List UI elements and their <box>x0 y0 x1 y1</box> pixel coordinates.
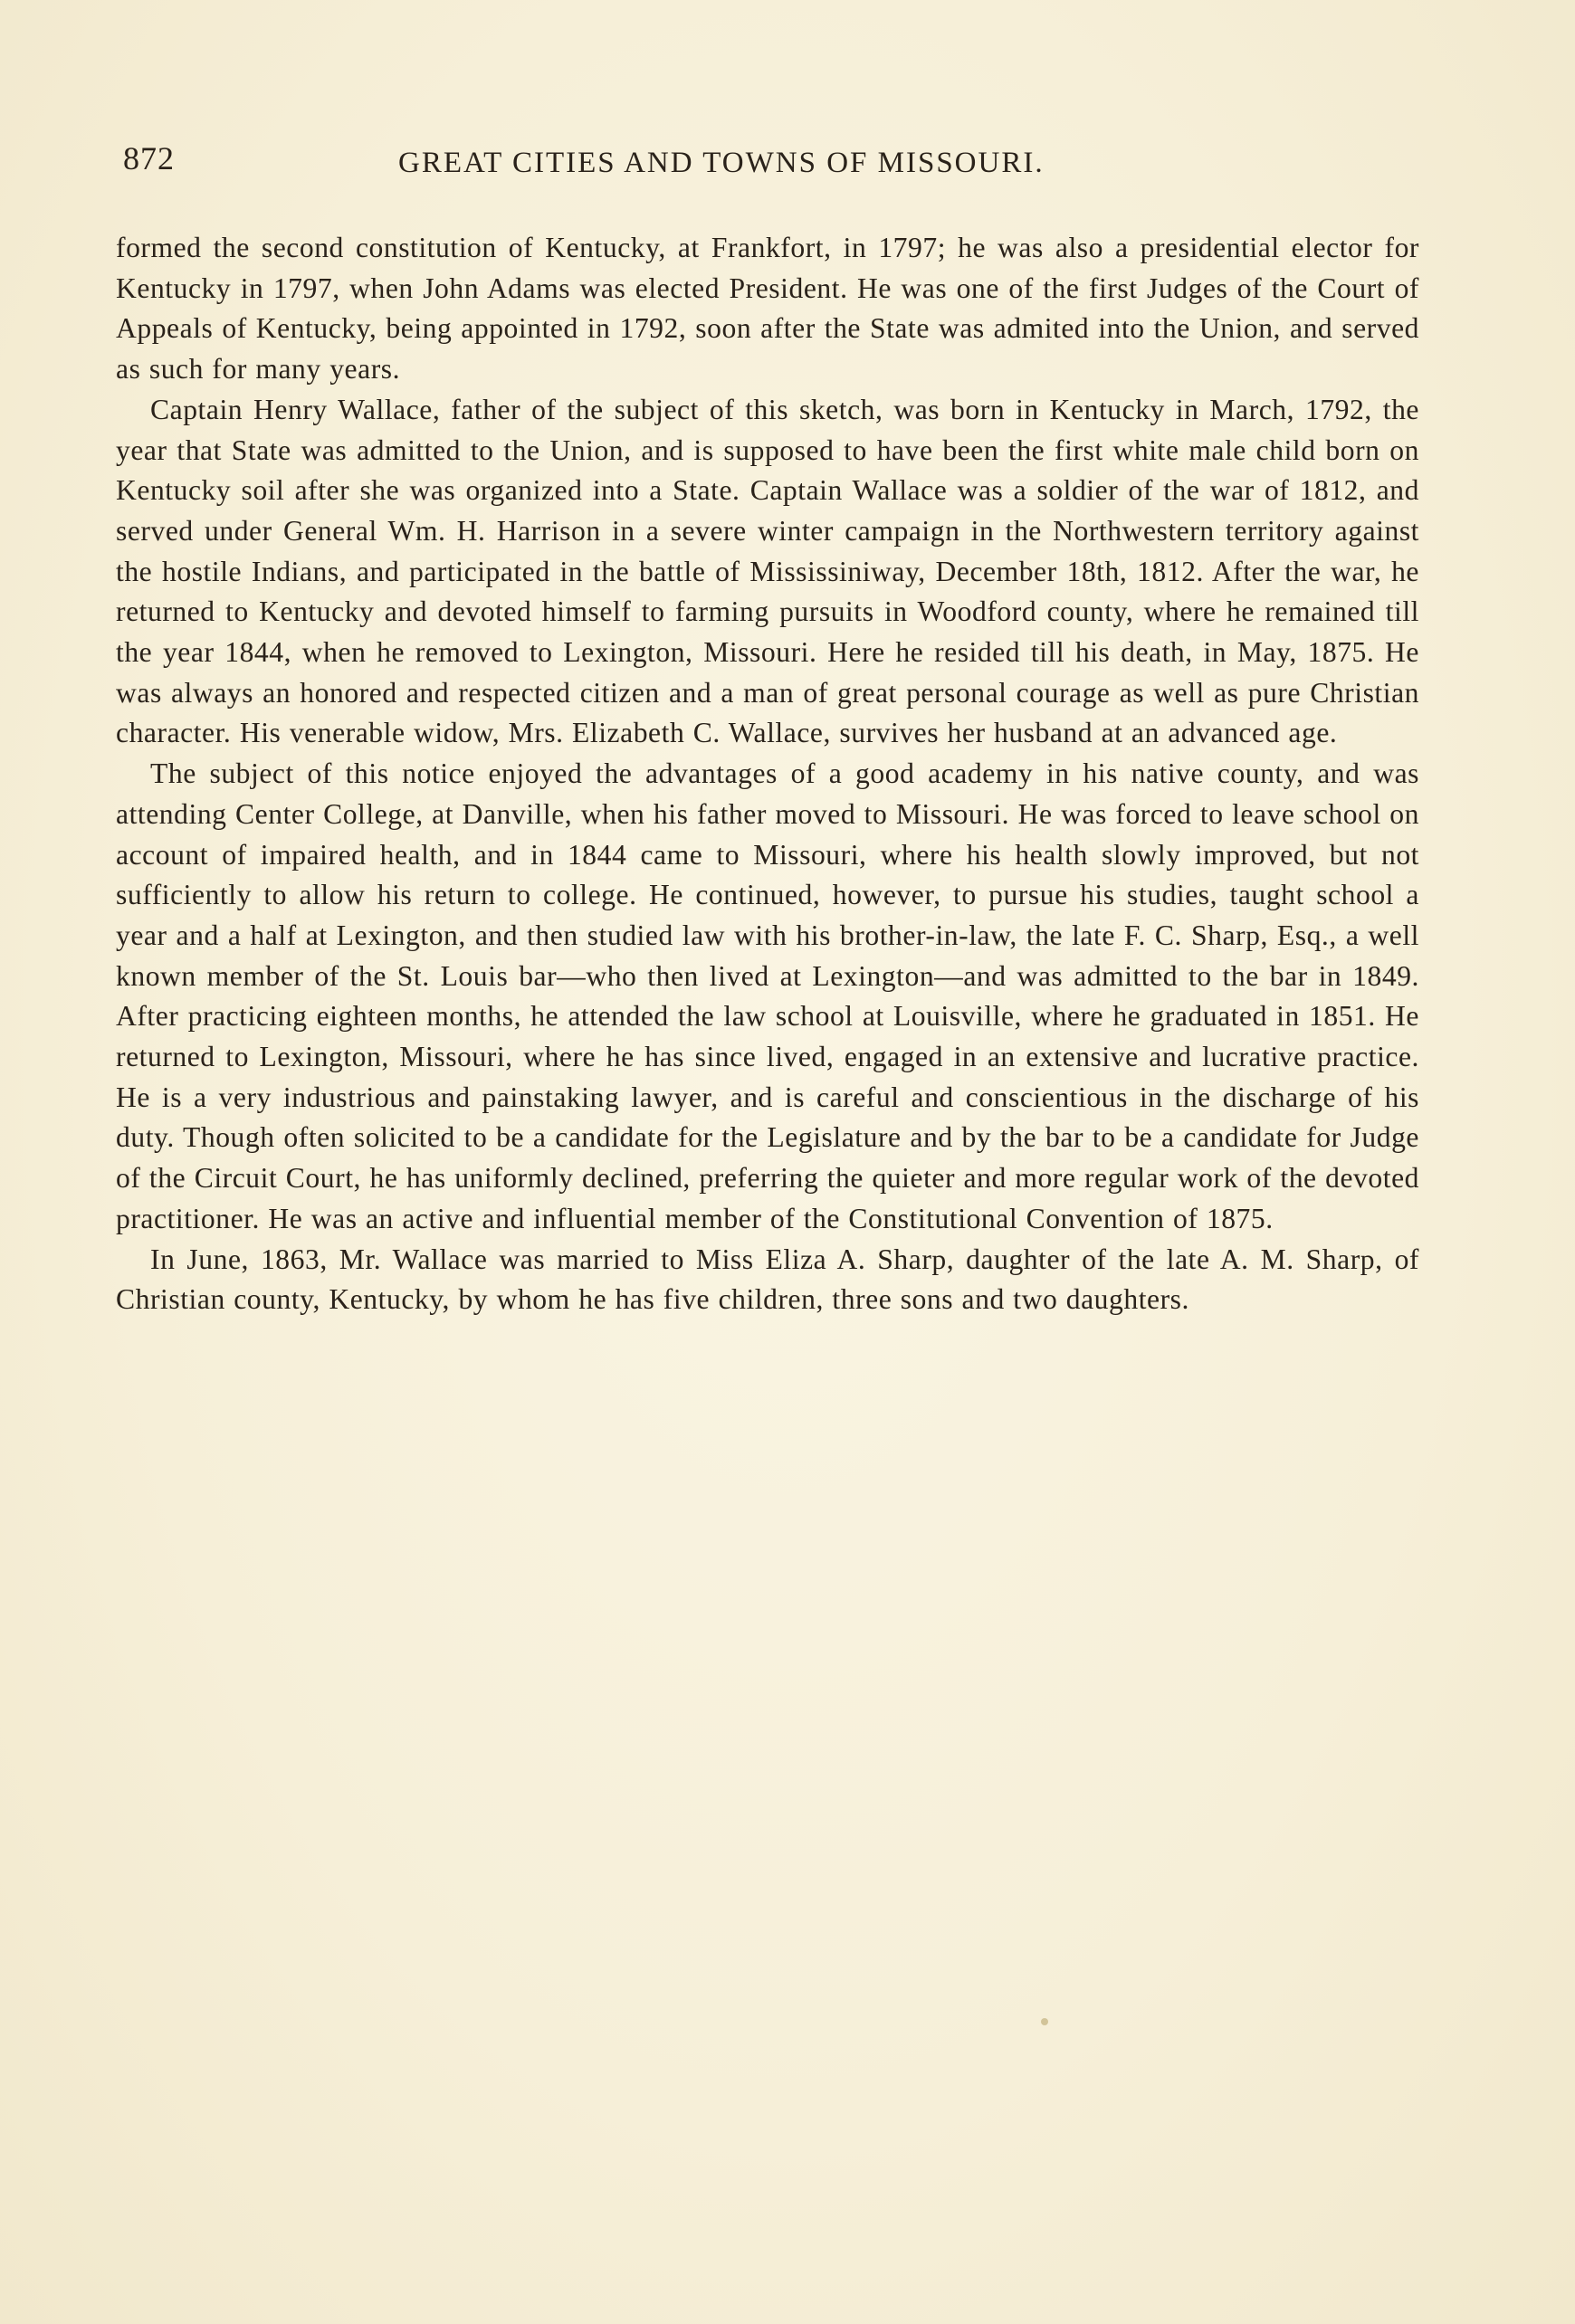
page-number: 872 <box>123 140 175 176</box>
paragraph-subject-education: The subject of this notice enjoyed the advantages of a good academy in his native county, and was attending Center College, at Danville, when his father moved to Missouri. He was forced to leave school on account of impaired health, and in 1844 came to Missouri, where his health slowly improved, but not sufficiently to allow his return to college. He continued, however, to pursue his studies, taught school a year and a half at Lexington, and then studied law with his brother-in-law, the late F. C. Sharp, Esq., a well known member of the St. Louis bar—who then lived at Lexington—and was admitted to the bar in 1849. After practicing eighteen months, he attended the law school at Louisville, where he graduated in 1851. He returned to Lexington, Missouri, where he has since lived, engaged in an extensive and lucrative practice. He is a very industrious and painstaking lawyer, and is careful and conscientious in the discharge of his duty. Though often solicited to be a candidate for the Legislature and by the bar to be a candidate for Judge of the Circuit Court, he has uniformly declined, preferring the quieter and more regular work of the devoted practitioner. He was an active and influential member of the Constitutional Convention of 1875. <box>116 757 1419 1234</box>
body-text <box>116 228 1419 1320</box>
running-head: GREAT CITIES AND TOWNS OF MISSOURI. <box>398 147 1045 179</box>
paper-speck <box>1041 2018 1048 2025</box>
paragraph-continued: formed the second constitution of Kentucky, at Frankfort, in 1797; he was also a presidential elector for Kentucky in 1797, when John Adams was elected President. He was one of the first Judges of the Court of Appeals of Kentucky, being appointed in 1792, soon after the State was admited into the Union, and served as such for many years. <box>116 232 1419 386</box>
paragraph-henry-wallace: Captain Henry Wallace, father of the subject of this sketch, was born in Kentucky in March, 1792, the year that State was admitted to the Union, and is supposed to have been the first white male child born on Kentucky soil after she was organized into a State. Captain Wallace was a soldier of the war of 1812, and served under General Wm. H. Harrison in a severe winter campaign in the Northwestern territory against the hostile Indians, and participated in the battle of Mississiniway, December 18th, 1812. After the war, he returned to Kentucky and devoted himself to farming pursuits in Woodford county, where he remained till the year 1844, when he removed to Lexington, Missouri. Here he resided till his death, in May, 1875. He was always an honored and respected citizen and a man of great personal courage as well as pure Christian character. His venerable widow, Mrs. Elizabeth C. Wallace, survives her husband at an advanced age. <box>116 393 1419 749</box>
page-header <box>116 136 1419 190</box>
paragraph-marriage: In June, 1863, Mr. Wallace was married to Miss Eliza A. Sharp, daughter of the late A. M. Sharp, of Christian county, Kentucky, by whom he has five children, three sons and two daughters. <box>116 1243 1419 1316</box>
